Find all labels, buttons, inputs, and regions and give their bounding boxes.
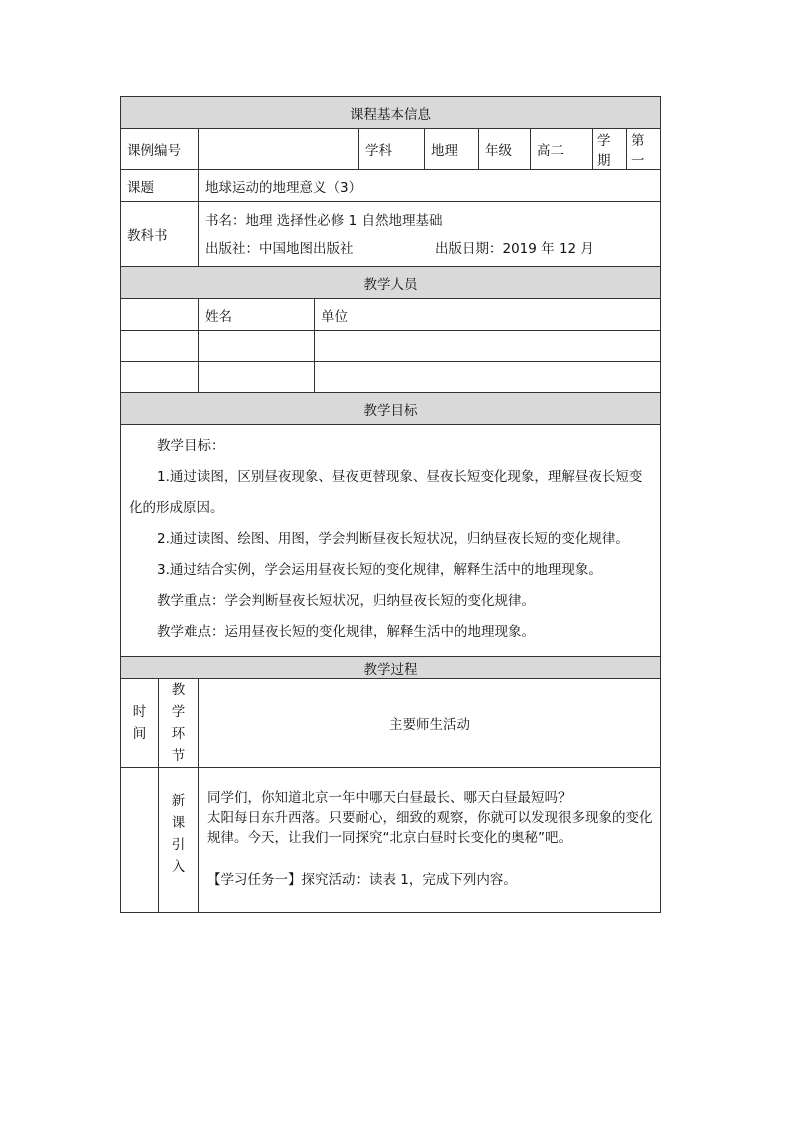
term-value: 第一 — [631, 133, 645, 169]
staff-unit-header: 单位 — [315, 299, 661, 331]
staff-row-1-unit — [315, 331, 661, 362]
goal-item-3: 3.通过结合实例，学会运用昼夜长短的变化规律，解释生活中的地理现象。 — [157, 562, 602, 578]
stage1-char-1: 新 — [171, 793, 186, 809]
publisher-line — [205, 235, 654, 263]
process-time-header — [121, 679, 159, 768]
goal-difficulty: 教学难点：运用昼夜长短的变化规律，解释生活中的地理现象。 — [157, 624, 535, 640]
term-subtable — [593, 129, 660, 169]
publisher: 出版社：中国地图出版社 — [205, 241, 354, 257]
section-staff: 教学人员 — [121, 267, 661, 299]
grade-value: 高二 — [531, 129, 593, 170]
staff-row-1-name — [199, 331, 315, 362]
stage-header-char-4: 节 — [171, 748, 186, 764]
subject-label: 学科 — [359, 129, 425, 170]
topic-value: 地球运动的地理意义（3） — [199, 170, 661, 202]
stage-header-char-1: 教 — [171, 682, 186, 698]
goals-body — [121, 425, 661, 657]
stage1-char-3: 引 — [171, 837, 186, 853]
activity-line-2: 太阳每日东升西落。只要耐心，细致的观察，你就可以发现很多现象的变化规律。今天，让我们一同探究“北京白昼时长变化的奥秘”吧。 — [207, 810, 653, 846]
goal-item-2: 2.通过读图、绘图、用图，学会判断昼夜长短状况，归纳昼夜长短的变化规律。 — [157, 531, 629, 547]
section-goals: 教学目标 — [121, 393, 661, 425]
stage-header-char-2: 学 — [171, 704, 186, 720]
goal-key-point: 教学重点：学会判断昼夜长短状况，归纳昼夜长短的变化规律。 — [157, 593, 535, 609]
section-process: 教学过程 — [121, 657, 661, 679]
staff-row-1-blank — [121, 331, 199, 362]
activity-line-1: 同学们，你知道北京一年中哪天白昼最长、哪天白昼最短吗？ — [207, 790, 572, 806]
case-no-value — [199, 129, 359, 170]
subject-value: 地理 — [425, 129, 479, 170]
staff-row-2-name — [199, 362, 315, 393]
book-name: 书名：地理 选择性必修 1 自然地理基础 — [205, 213, 443, 229]
section-basic-info: 课程基本信息 — [121, 97, 661, 129]
staff-row-2-unit — [315, 362, 661, 393]
case-no-label: 课例编号 — [121, 129, 199, 170]
publish-date: 出版日期：2019 年 12 月 — [435, 241, 594, 257]
time-header-char-2: 间 — [132, 726, 147, 742]
stage1-char-2: 课 — [171, 815, 186, 831]
process-stage-header — [159, 679, 199, 768]
time-header-char-1: 时 — [132, 704, 147, 720]
process-time-cell — [121, 768, 159, 913]
staff-header-blank — [121, 299, 199, 331]
goals-intro: 教学目标： — [157, 438, 225, 454]
stage-header-char-3: 环 — [171, 726, 186, 742]
process-activity-content — [199, 768, 661, 913]
topic-label: 课题 — [121, 170, 199, 202]
staff-name-header: 姓名 — [199, 299, 315, 331]
textbook-label: 教科书 — [121, 202, 199, 267]
textbook-info — [199, 202, 661, 267]
staff-row-2-blank — [121, 362, 199, 393]
stage1-char-4: 入 — [171, 859, 186, 875]
term-cell — [593, 129, 661, 170]
stage-new-lesson — [159, 768, 199, 913]
process-activity-header: 主要师生活动 — [199, 679, 661, 768]
term-label: 学期 — [593, 129, 627, 169]
grade-label: 年级 — [479, 129, 531, 170]
lesson-plan-table — [120, 96, 661, 913]
activity-spacer — [207, 848, 654, 870]
lesson-plan-page — [120, 96, 660, 913]
learning-task-1: 【学习任务一】探究活动：读表 1，完成下列内容。 — [207, 872, 517, 888]
goal-item-1: 1.通过读图，区别昼夜现象、昼夜更替现象、昼夜长短变化现象，理解昼夜长短变化的形成原因。 — [129, 469, 643, 516]
